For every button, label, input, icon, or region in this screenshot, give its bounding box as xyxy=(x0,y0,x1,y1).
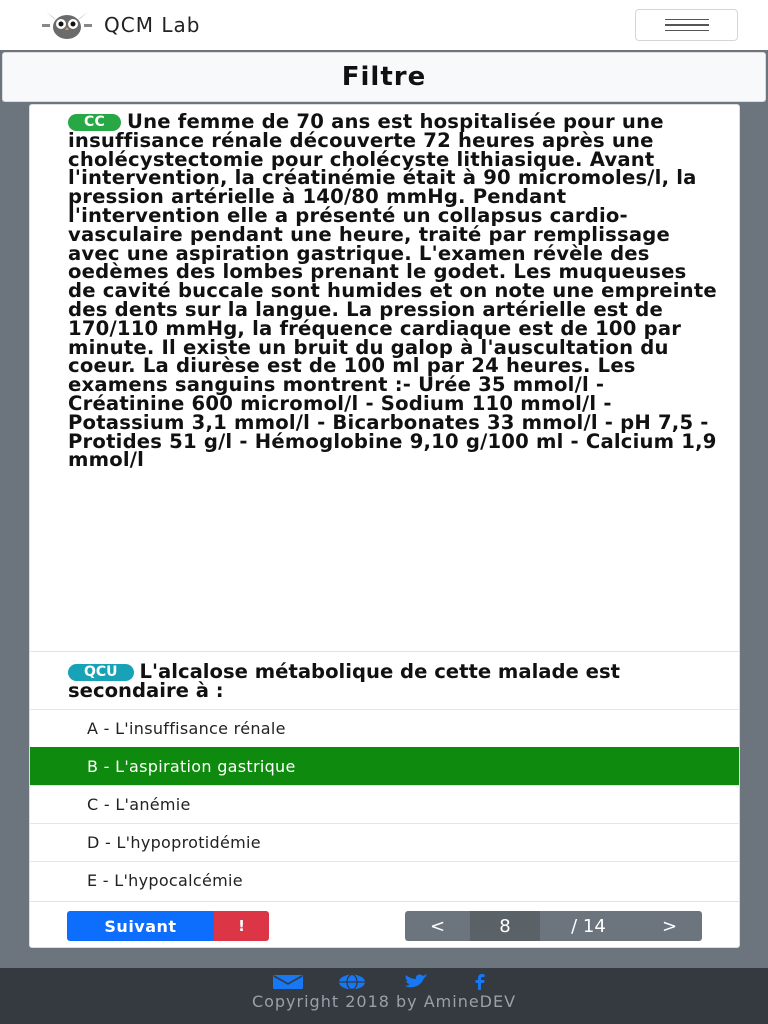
twitter-icon[interactable] xyxy=(401,972,431,992)
option-label: B - L'aspiration gastrique xyxy=(87,757,296,776)
app-title: QCM Lab xyxy=(104,13,201,37)
answer-option-d[interactable] xyxy=(30,823,739,861)
answer-option-a[interactable] xyxy=(30,709,739,747)
report-button[interactable]: ! xyxy=(214,911,269,941)
total-pages: / 14 xyxy=(540,911,637,941)
option-label: E - L'hypocalcémie xyxy=(87,871,243,890)
prev-page-button[interactable]: < xyxy=(405,911,470,941)
answer-option-e[interactable] xyxy=(30,861,739,899)
site-footer xyxy=(0,968,768,1024)
current-page-number[interactable]: 8 xyxy=(470,911,540,941)
pagination xyxy=(405,911,702,941)
owl-logo-icon xyxy=(40,10,94,40)
option-label: D - L'hypoprotidémie xyxy=(87,833,261,852)
facebook-icon[interactable] xyxy=(465,972,495,992)
card-footer xyxy=(30,901,739,949)
globe-icon[interactable] xyxy=(337,972,367,992)
question-card xyxy=(29,104,740,948)
option-label: A - L'insuffisance rénale xyxy=(87,719,286,738)
filter-header[interactable] xyxy=(2,52,766,102)
hamburger-icon xyxy=(665,24,709,26)
copyright-text: Copyright 2018 by AmineDEV xyxy=(251,992,517,1011)
top-navbar xyxy=(0,0,768,50)
brand[interactable] xyxy=(40,10,200,40)
social-links xyxy=(0,972,768,992)
filter-title: Filtre xyxy=(341,62,427,92)
answer-options xyxy=(30,709,739,899)
menu-toggle-button[interactable] xyxy=(635,9,738,41)
answer-option-c[interactable] xyxy=(30,785,739,823)
answer-option-b[interactable] xyxy=(30,747,739,785)
clinical-case xyxy=(30,105,739,650)
case-badge: CC xyxy=(68,114,121,131)
envelope-icon[interactable] xyxy=(273,972,303,992)
question-type-badge: QCU xyxy=(68,664,134,681)
question-text: L'alcalose métabolique de cette malade est secondaire à : xyxy=(68,660,620,702)
hamburger-icon xyxy=(665,19,709,21)
question-prompt xyxy=(30,651,739,709)
next-button[interactable]: Suivant xyxy=(67,911,214,941)
case-text: Une femme de 70 ans est hospitalisée pour une insuffisance rénale découverte 72 heures après une cholécystectomie pour cholécyste lithiasique. Avant l'intervention, la créatinémie était à 90 micromoles/l, la pression artérielle à 140/80 mmHg. Pendant l'intervention elle a présenté un collapsus cardio-vasculaire pendant une heure, traité par remplissage avec une aspiration gastrique. L'examen révèle des oedèmes des lombes prenant le godet. Les muqueuses de cavité buccale sont humides et on note une empreinte des dents sur la langue. La pression artérielle est de 170/110 mmHg, la fréquence cardiaque est de 100 par minute. Il existe un bruit du galop à l'auscultation du coeur. La diurèse est de 100 ml par 24 heures. Les examens sanguins montrent :- Urée 35 mmol/l - Créatinine 600 micromol/l - Sodium 110 mmol/l - Potassium 3,1 mmol/l - Bicarbonates 33 mmol/l - pH 7,5 - Protides 51 g/l - Hémoglobine 9,10 g/100 ml - Calcium 1,9 mmol/l xyxy=(68,110,717,472)
option-label: C - L'anémie xyxy=(87,795,191,814)
next-page-button[interactable]: > xyxy=(637,911,702,941)
hamburger-icon xyxy=(665,30,709,32)
